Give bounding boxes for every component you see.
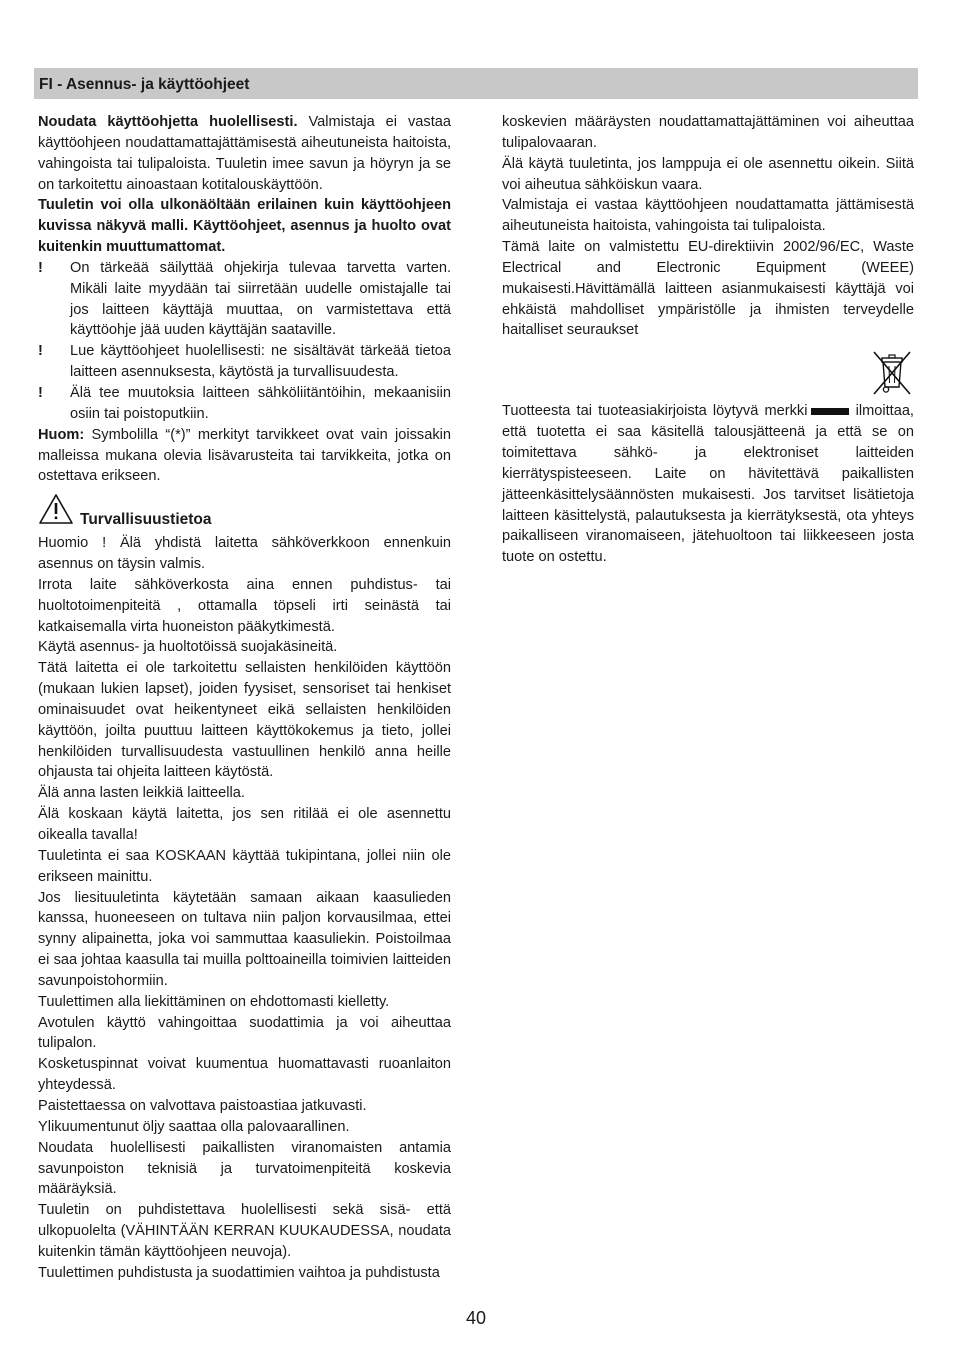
bullet-item	[38, 383, 451, 425]
bullet-text: Älä tee muutoksia laitteen sähköliitäntöihin, mekaanisiin osiin tai poistoputkiin.	[70, 384, 451, 422]
left-column	[38, 112, 451, 1284]
warning-triangle-icon	[38, 493, 74, 525]
bullet-text: On tärkeää säilyttää ohjekirja tulevaa tarvetta varten. Mikäli laite myydään tai siirretään uudelle omistajalle tai jos laitteen käyttäjä muuttaa, on varmistettava että käyttöohje jää uuden käyttäjän saataville.	[70, 259, 451, 339]
bullet-text: Lue käyttöohjeet huolellisesti: ne sisältävät tärkeää tietoa laitteen asennuksesta, käytöstä ja turvallisuudesta.	[70, 343, 451, 381]
page-number: 40	[465, 1308, 487, 1328]
safety-paragraph: Ylikuumentunut öljy saattaa olla palovaarallinen.	[38, 1118, 350, 1135]
section-header	[34, 68, 918, 99]
note-text: Symbolilla “(*)” merkityt tarvikkeet ovat vain joissakin malleissa mukana olevia lisävarusteita tai tarvikkeita, jotka on ostettava erikseen.	[38, 426, 451, 485]
body-paragraph: koskevien määräysten noudattamattajättäminen voi aiheuttaa tulipalovaaran.	[502, 114, 914, 151]
weee-symbol	[502, 349, 914, 399]
safety-paragraph: Tuuletin on puhdistettava huolellisesti sekä sisä- että ulkopuolelta (VÄHINTÄÄN KERRAN KUUKAUDESSA, noudata kuitenkin tämän käyttöohjeen neuvoja).	[38, 1202, 451, 1260]
safety-heading	[38, 493, 451, 533]
weee-paragraph	[502, 401, 914, 568]
safety-paragraph: Älä koskaan käytä laitetta, jos sen ritilää ei ole asennettu oikealla tavalla!	[38, 806, 451, 843]
safety-paragraph: Irrota laite sähköverkosta aina ennen puhdistus- tai huoltotoimenpiteitä , ottamalla töpseli irti seinästä tai katkaisemalla virta huoneiston pääkytkimestä.	[38, 576, 451, 635]
safety-paragraph: Paistettaessa on valvottava paistoastiaa jatkuvasti.	[38, 1097, 367, 1114]
note-label: Huom:	[38, 426, 85, 443]
safety-paragraph: Älä anna lasten leikkiä laitteella.	[38, 785, 245, 802]
crossed-out-wheelie-bin-icon	[870, 349, 914, 397]
exclamation-mark: !	[38, 343, 43, 360]
weee-text-start: Tuotteesta tai tuoteasiakirjoista löytyvä merkki	[502, 403, 808, 420]
safety-paragraph: Tätä laitetta ei ole tarkoitettu sellaisten henkilöiden käyttöön (mukaan lukien lapset), joiden fyysiset, sensoriset tai henkiset ominaisuudet ovat heikentyneet eikä sellaisten henkilöiden käyttöön, joilta puuttuu laitteen käyttökokemus ja tieto, jollei henkilöiden turvallisuudesta vastuullinen henkilö anna heille ohjausta tai ohjeita laitteen käytöstä.	[38, 660, 451, 781]
body-paragraph: Älä käytä tuuletinta, jos lamppuja ei ole asennettu oikein. Siitä voi aiheutua sähköiskun vaara.	[502, 155, 914, 193]
safety-paragraph: Kosketuspinnat voivat kuumentua huomattavasti ruoanlaiton yhteydessä.	[38, 1056, 451, 1094]
intro-rest: Valmistaja ei vastaa käyttöohjeen noudattamattajättämisestä aiheutuneista haitoista, vahingoista tai tulipaloista. Tuuletin imee savun ja höyryn ja se on tarkoitettu ainoastaan kotitalouskäyttöön.	[38, 114, 451, 193]
exclamation-mark: !	[38, 259, 43, 276]
weee-directive-paragraph: Tämä laite on valmistettu EU-direktiivin 2002/96/EC, Waste Electrical and Electronic Equipment (WEEE) mukaisesti.Hävittämällä laitteen asianmukaisesti käyttäjä voi ehkäistä mahdolliset ympäristölle ja ihmisten terveydelle haitalliset seuraukset	[502, 239, 914, 339]
intro-paragraph	[38, 112, 451, 195]
bullet-item	[38, 341, 451, 383]
model-notice: Tuuletin voi olla ulkonäöltään erilainen kuin käyttöohjeen kuvissa näkyvä malli. Käyttöohjeet, asennus ja huolto ovat kuitenkin muuttumattomat.	[38, 197, 451, 256]
right-column	[502, 112, 914, 568]
safety-paragraph: Jos liesituuletinta käytetään samaan aikaan kaasulieden kanssa, huoneeseen on tultava niin paljon korvausilmaa, ettei synny alipainetta, joka voi sammuttaa kaasuliekin. Poistoilmaa ei saa johtaa kaasulla tai muilla polttoaineilla toimivien laitteiden savunpoistohormiin.	[38, 889, 451, 989]
safety-paragraph: Noudata huolellisesti paikallisten viranomaisten antamia savunpoiston teknisiä ja turvatoimenpiteitä koskevia määräyksiä.	[38, 1139, 451, 1198]
weee-text-rest: ilmoittaa, että tuotetta ei saa käsitellä talousjätteenä ja että se on toimitettava sähkö- ja elektroniset laitteiden kierrätyspisteeseen. Laite on hävitettävä paikallisten jätteenkäsittelysäännösten mukaisesti. Jos tarvitset lisätietoja laitteen käsittelystä, palautuksesta ja kierrätyksestä, ota yhteys paikalliseen viranomaiseen, jätehuoltoon tai liikkeeseen josta tuote on ostettu.	[502, 403, 914, 566]
bullet-item	[38, 258, 451, 341]
safety-title: Turvallisuustietoa	[80, 511, 212, 529]
black-bar-icon	[811, 408, 849, 415]
intro-bold: Noudata käyttöohjetta huolellisesti.	[38, 114, 298, 130]
exclamation-mark: !	[38, 384, 43, 401]
safety-paragraph: Tuulettimen alla liekittäminen on ehdottomasti kielletty.	[38, 993, 390, 1010]
safety-paragraph: Avotulen käyttö vahingoittaa suodattimia ja voi aiheuttaa tulipalon.	[38, 1014, 451, 1052]
safety-paragraph: Huomio ! Älä yhdistä laitetta sähköverkkoon ennenkuin asennus on täysin valmis.	[38, 535, 451, 573]
section-title: FI - Asennus- ja käyttöohjeet	[39, 76, 250, 93]
safety-paragraph: Käytä asennus- ja huoltotöissä suojakäsineitä.	[38, 639, 338, 656]
note-paragraph	[38, 425, 451, 488]
safety-paragraph: Tuulettimen puhdistusta ja suodattimien vaihtoa ja puhdistusta	[38, 1264, 440, 1281]
safety-paragraph: Tuuletinta ei saa KOSKAAN käyttää tukipintana, jollei niin ole erikseen mainittu.	[38, 847, 451, 885]
body-paragraph: Valmistaja ei vastaa käyttöohjeen noudattamatta jättämisestä aiheutuneista haitoista, vahingoista tai tulipaloista.	[502, 197, 914, 235]
